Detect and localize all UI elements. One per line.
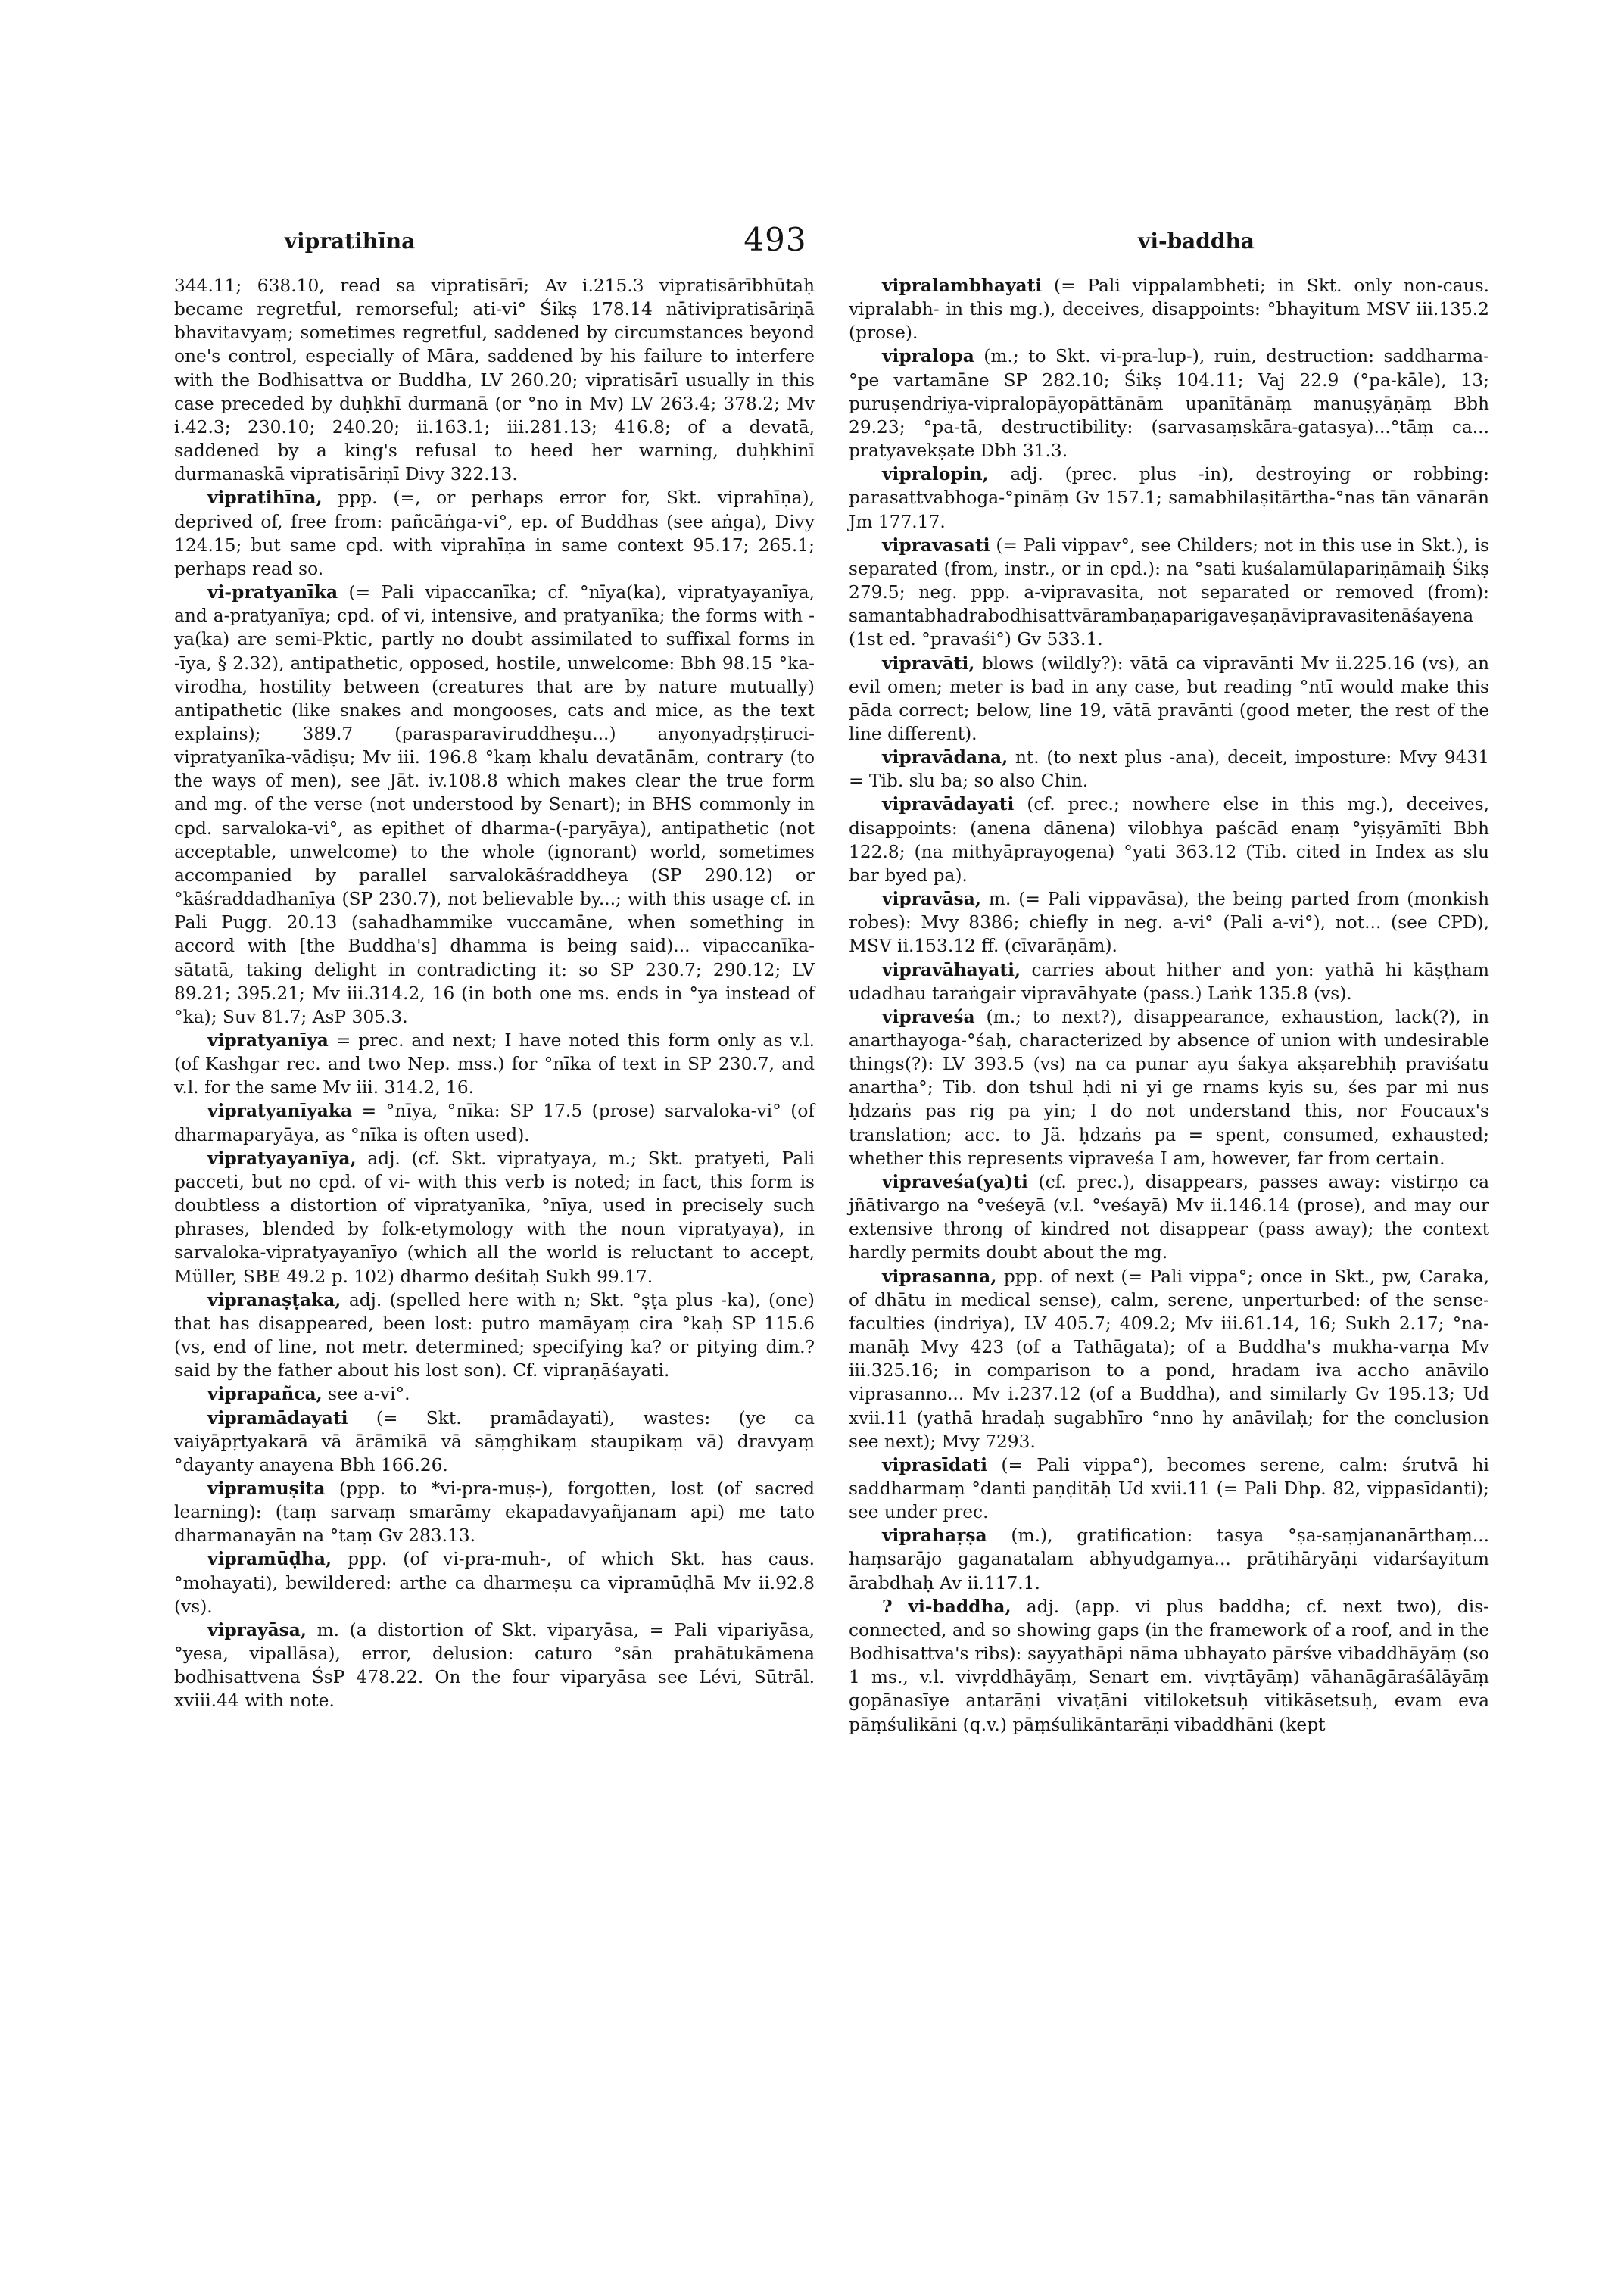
entry-headword: viprayāsa, bbox=[207, 1619, 307, 1640]
dictionary-entry bbox=[174, 1407, 815, 1477]
entry-text: carries about hither and yon: yathā hi kāṣṭham udadhau taraṅgair vipravāhyate (pass.) Laṅk 135.8 (vs). bbox=[849, 959, 1490, 1004]
entry-text: adj. (prec. plus -in), destroying or robbing: parasattvabhoga-°pināṃ Gv 157.1; samabhilaṣitārtha-°nas tān vānarān Jm 177.17. bbox=[849, 464, 1489, 532]
dictionary-entry bbox=[849, 1524, 1489, 1594]
dictionary-entry bbox=[849, 1170, 1489, 1265]
entry-text: (ppp. to *vi-pra-muṣ-), forgotten, lost (of sacred learning): (taṃ sarvaṃ smarāmy ekapadavyañjanam api) me tato dharmanayān na °taṃ Gv 283.13. bbox=[174, 1478, 815, 1547]
dictionary-entry bbox=[849, 1265, 1489, 1453]
entry-headword: vipralopa bbox=[882, 346, 974, 367]
entry-text: (m.; to Skt. vi-pra-lup-), ruin, destruction: saddharma-°pe vartamāne SP 282.10; Śikṣ 104.11; Vaj 22.9 (°pa-kāle), 13; puruṣendriya-vipralopāyopāttānām upanītānāṃ manuṣyāṇāṃ Bbh 29.23; °pa-tā, destructibility: (sarvasaṃskāra-gatasya)...°tāṃ ca... pratyavekṣate Dbh 31.3. bbox=[849, 346, 1489, 462]
page-header bbox=[174, 221, 1476, 266]
dictionary-entry bbox=[849, 1453, 1489, 1524]
entry-headword: viprasanna, bbox=[882, 1266, 997, 1287]
entry-headword: vipravasati bbox=[882, 534, 990, 556]
dictionary-entry bbox=[849, 887, 1489, 958]
dictionary-entry bbox=[849, 344, 1489, 463]
left-column bbox=[174, 274, 815, 1713]
entry-headword: vipralambhayati bbox=[882, 276, 1043, 296]
page-number: 493 bbox=[743, 221, 807, 258]
dictionary-entry bbox=[174, 1147, 815, 1288]
dictionary-entry bbox=[174, 1618, 815, 1713]
entry-headword: viprahaṛṣa bbox=[882, 1525, 987, 1547]
dictionary-entry bbox=[849, 463, 1489, 533]
entry-headword: vipravādana, bbox=[882, 747, 1008, 768]
entry-headword: vipratihīna, bbox=[207, 488, 323, 509]
entry-headword: vipraveśa bbox=[882, 1006, 975, 1027]
entry-text: (cf. prec.; nowhere else in this mg.), deceives, disappoints: (anena dānena) vilobhya paścād enaṃ °yiṣyāmīti Bbh 122.8; (na mithyāprayogena) °yati 363.12 (Tib. cited in Index as slu bar byed pa). bbox=[849, 794, 1489, 886]
entry-text: nt. (to next plus -ana), deceit, imposture: Mvy 9431 = Tib. slu ba; so also Chin. bbox=[849, 747, 1489, 792]
entry-text: ppp. (=, or perhaps error for, Skt. viprahīṇa), deprived of, free from: pañcāṅga-vi°, ep. of Buddhas (see aṅga), Divy 124.15; but same cpd. with viprahīṇa in same context 95.17; 265.1; perhaps read so. bbox=[174, 488, 815, 579]
entry-headword: vipravāti, bbox=[882, 653, 975, 674]
entry-text: adj. (spelled here with n; Skt. °ṣṭa plus -ka), (one) that has disappeared, been lost: putro mamāyaṃ cira °kaḥ SP 115.6 (vs, end of line, not metr. determined; specifying ka? or pitying dim.? said by the father about his lost son). Cf. vipraṇāśayati. bbox=[174, 1289, 815, 1382]
entry-text: (= Pali vippav°, see Childers; not in this use in Skt.), is separated (from, instr., or in cpd.): na °sati kuśalamūlapariṇāmaiḥ Śikṣ 279.5; neg. ppp. a-vipravasita, not separated or removed (from): samantabhadrabodhisattvārambaṇaparigaveṣaṇāvipravasitenāśayena (1st ed. °pravaśi°) Gv 533.1. bbox=[849, 534, 1489, 650]
entry-text: (m.; to next?), disappearance, exhaustion, lack(?), in anarthayoga-°śaḥ, characterized by absence of union with undesirable things(?): LV 393.5 (vs) na ca punar ayu śakya akṣarebhiḥ praviśatu anartha°; Tib. don tshul ḥdi ni yi ge rnams kyis su, śes par mi nus ḥdzaṅs pas rig pa yin; I do not understand this, nor Foucaux's translation; acc. to Jä. ḥdzaṅs pa = spent, consumed, exhausted; whether this represents vipraveśa I am, however, far from certain. bbox=[849, 1006, 1489, 1169]
entry-text: ppp. (of vi-pra-muh-, of which Skt. has caus. °mohayati), bewildered: arthe ca dharmeṣu ca vipramūḍhā Mv ii.92.8 (vs). bbox=[174, 1549, 815, 1617]
entry-text: (= Pali vipaccanīka; cf. °nīya(ka), vipratyayanīya, and a-pratyanīya; cpd. of vi, intensive, and pratyanīka; the forms with -ya(ka) are semi-Pktic, partly no doubt assimilated to suffixal forms in -īya, § 2.32), antipathetic, opposed, hostile, unwelcome: Bbh 98.15 °ka-virodha, hostility between (creatures that are by nature mutually) antipathetic (like snakes and mongooses, cats and mice, as the text explains); 389.7 (parasparaviruddheṣu...) anyonyadṛṣṭiruci-vipratyanīka-vādiṣu; Mv iii. 196.8 °kaṃ khalu devatānām, contrary (to the ways of men), see Jāt. iv.108.8 which makes clear the true form and mg. of the verse (not understood by Senart); in BHS commonly in cpd. sarvaloka-vi°, as epithet of dharma-(-paryāya), antipathetic (not acceptable, unwelcome) to the whole (ignorant) world, sometimes accompanied by parallel sarvalokāśraddheya (SP 290.12) or °kāśraddadhanīya (SP 230.7), not believable by...; with this usage cf. in Pali Pugg. 20.13 (sahadhammike vuccamāne, when something in accord with [the Buddha's] dhamma is being said)... vipaccanīka-sātatā, taking delight in contradicting it: so SP 230.7; 290.12; LV 89.21; 395.21; Mv iii.314.2, 16 (in both one ms. ends in °ya instead of °ka); Suv 81.7; AsP 305.3. bbox=[174, 582, 815, 1027]
dictionary-entry bbox=[174, 274, 815, 486]
entry-text: adj. (app. vi plus baddha; cf. next two), dis-connected, and so showing gaps (in the framework of a roof, and in the Bodhisattva's ribs): sayyathāpi nāma ubhayato pārśve vibaddhāyāṃ (so 1 ms., v.l. vivṛddhāyāṃ, Senart em. vivṛtāyāṃ) vāhanāgāraśālāyāṃ gopānasīye antarāṇi vivaṭāni vitiloketsuḥ vitikāsetsuḥ, evam eva pāṃśulikāni (q.v.) pāṃśulikāntarāṇi vibaddhāni (kept bbox=[849, 1596, 1490, 1735]
entry-text: = °nīya, °nīka: SP 17.5 (prose) sarvaloka-vi° (of dharmaparyāya, as °nīka is often used). bbox=[174, 1101, 815, 1145]
dictionary-entry bbox=[174, 486, 815, 581]
entry-headword: vipramādayati bbox=[207, 1407, 348, 1428]
entry-text: ppp. of next (= Pali vippa°; once in Skt., pw, Caraka, of dhātu in medical sense), calm, serene, unperturbed: of the sense-faculties (indriya), LV 405.7; 409.2; Mv iii.61.14, 16; Sukh 2.17; °na-manāḥ Mvy 423 (of a Tathāgata); of a Buddha's mukha-varṇa Mv iii.325.16; in comparison to a pond, hradam iva accho anāvilo viprasanno... Mv i.237.12 (of a Buddha), and similarly Gv 195.13; Ud xvii.11 (yathā hradaḥ sugabhīro °nno hy anāvilaḥ; for the conclusion see next); Mvy 7293. bbox=[849, 1266, 1489, 1452]
dictionary-entry bbox=[849, 1595, 1489, 1737]
entry-headword: vipramuṣita bbox=[207, 1478, 326, 1499]
entry-text: blows (wildly?): vātā ca vipravānti Mv ii.225.16 (vs), an evil omen; meter is bad in any case, but reading °ntī would make this pāda correct; below, line 19, vātā pravānti (good meter, the rest of the line different). bbox=[849, 653, 1489, 744]
entry-text: (cf. prec.), disappears, passes away: vistirṇo ca jñātivargo na °veśeyā (v.l. °veśayā) Mv ii.146.14 (prose), and may our extensive throng of kindred not disappear (pass away); the context hardly permits doubt about the mg. bbox=[849, 1171, 1490, 1263]
dictionary-entry bbox=[849, 652, 1489, 746]
entry-text: (m.), gratification: tasya °ṣa-saṃjananārthaṃ... haṃsarājo gaganatalam abhyudgamya... prātihāryāṇi vidarśayitum ārabdhaḥ Av ii.117.1. bbox=[849, 1525, 1490, 1594]
entry-headword: ? vi-baddha, bbox=[882, 1596, 1011, 1617]
right-column bbox=[849, 274, 1489, 1737]
entry-headword: vipraveśa(ya)ti bbox=[882, 1171, 1028, 1192]
entry-text: m. (= Pali vippavāsa), the being parted from (monkish robes): Mvy 8386; chiefly in neg. a-vi° (Pali a-vi°), not... (see CPD), MSV ii.153.12 ff. (cīvarāṇām). bbox=[849, 889, 1490, 957]
entry-headword: viprasīdati bbox=[882, 1454, 988, 1475]
entry-headword: vipravādayati bbox=[882, 794, 1015, 815]
entry-text: (= Pali vippalambheti; in Skt. only non-caus. vipralabh- in this mg.), deceives, disappoints: °bhayitum MSV iii.135.2 (prose). bbox=[849, 276, 1489, 344]
entry-headword: vipratyayanīya, bbox=[207, 1148, 357, 1169]
entry-headword: vipratyanīyaka bbox=[207, 1101, 353, 1122]
entry-headword: viprapañca, bbox=[207, 1384, 323, 1405]
entry-headword: vipravāsa, bbox=[882, 889, 981, 910]
dictionary-entry bbox=[849, 534, 1489, 652]
dictionary-entry bbox=[174, 1288, 815, 1383]
dictionary-entry bbox=[174, 1029, 815, 1099]
entry-text: adj. (cf. Skt. vipratyaya, m.; Skt. pratyeti, Pali pacceti, but no cpd. of vi- with this verb is noted; in fact, this form is doubtless a distortion of vipratyanīka, °nīya, used in precisely such phrases, blended by folk-etymology with the noun vipratyaya), in sarvaloka-vipratyayanīyo (which all the world is reluctant to accept, Müller, SBE 49.2 p. 102) dharmo deśitaḥ Sukh 99.17. bbox=[174, 1148, 815, 1287]
entry-headword: vi-pratyanīka bbox=[207, 582, 338, 603]
dictionary-entry bbox=[174, 1547, 815, 1618]
dictionary-entry bbox=[849, 274, 1489, 344]
entry-text: m. (a distortion of Skt. viparyāsa, = Pali vipariyāsa, °yesa, vipallāsa), error, delusion: caturo °sān prahātukāmena bodhisattvena ŚsP 478.22. On the four viparyāsa see Lévi, Sūtrāl. xviii.44 with note. bbox=[174, 1619, 815, 1712]
entry-text: see a-vi°. bbox=[328, 1384, 410, 1405]
dictionary-entry bbox=[174, 1382, 815, 1406]
dictionary-entry bbox=[849, 958, 1489, 1005]
right-running-headword: vi-baddha bbox=[1138, 229, 1255, 254]
entry-headword: vipramūḍha, bbox=[207, 1549, 332, 1570]
entry-headword: vipralopin, bbox=[882, 464, 989, 485]
left-running-headword: vipratihīna bbox=[284, 229, 416, 254]
dictionary-entry bbox=[174, 1477, 815, 1547]
entry-headword: vipranaṣṭaka, bbox=[207, 1289, 341, 1310]
entry-text: 344.11; 638.10, read sa vipratisārī; Av i.215.3 vipratisārībhūtaḥ became regretful, remorseful; ati-vi° Śikṣ 178.14 nātivipratisāriṇā bhavitavyaṃ; sometimes regretful, saddened by circumstances beyond one's control, especially of Māra, saddened by his failure to interfere with the Bodhisattva or Buddha, LV 260.20; vipratisārī usually in this case preceded by duḥkhī durmanā (or °no in Mv) LV 263.4; 378.2; Mv i.42.3; 230.10; 240.20; ii.163.1; iii.281.13; 416.8; of a devatā, saddened by a king's refusal to heed her warning, duḥkhinī durmanaskā vipratisāriṇī Divy 322.13. bbox=[174, 276, 815, 485]
entry-text: (= Skt. pramādayati), wastes: (ye ca vaiyāpṛtyakarā vā ārāmikā vā sāṃghikaṃ staupikaṃ vā) dravyaṃ °dayanty anayena Bbh 166.26. bbox=[174, 1407, 815, 1475]
dictionary-entry bbox=[174, 581, 815, 1029]
dictionary-entry bbox=[849, 793, 1489, 887]
dictionary-entry bbox=[849, 1005, 1489, 1170]
entry-headword: vipravāhayati, bbox=[882, 959, 1021, 980]
entry-headword: vipratyanīya bbox=[207, 1030, 329, 1051]
dictionary-entry bbox=[174, 1099, 815, 1146]
dictionary-entry bbox=[849, 746, 1489, 793]
entry-text: (= Pali vippa°), becomes serene, calm: śrutvā hi saddharmaṃ °danti paṇḍitāḥ Ud xvii.11 (= Pali Dhp. 82, vippasīdanti); see under prec. bbox=[849, 1454, 1489, 1523]
entry-text: = prec. and next; I have noted this form only as v.l. (of Kashgar rec. and two Nep. mss.) for °nīka of text in SP 230.7, and v.l. for the same Mv iii. 314.2, 16. bbox=[174, 1030, 815, 1098]
